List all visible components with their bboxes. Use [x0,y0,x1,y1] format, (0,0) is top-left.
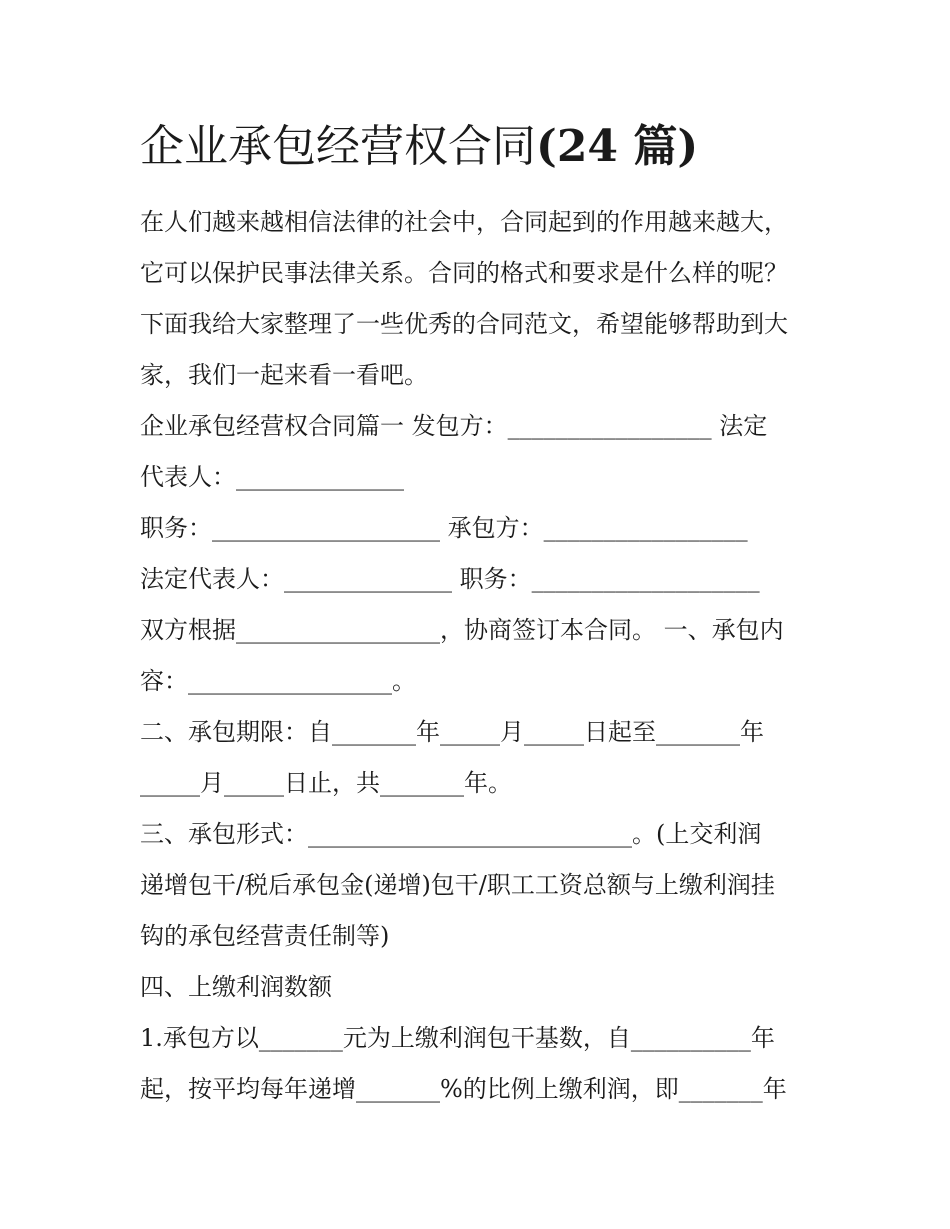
title-main: 企业承包经营权合同 [140,121,536,172]
document-body [140,197,820,1115]
body-line: 四、上缴利润数额 [140,973,332,1001]
document-title [140,112,698,182]
body-line: 代表人：______________ [140,463,404,491]
body-line: 三、承包形式：___________________________。(上交利润 [140,820,762,848]
body-line: _____月_____日止，共_______年。 [140,769,512,797]
body-line: 企业承包经营权合同篇一 发包方：_________________ 法定 [140,412,768,440]
body-line: 它可以保护民事法律关系。合同的格式和要求是什么样的呢？ [140,259,788,287]
body-line: 在人们越来越相信法律的社会中，合同起到的作用越来越大， [140,208,788,236]
body-line: 下面我给大家整理了一些优秀的合同范文，希望能够帮助到大 [140,310,788,338]
body-line: 职务：___________________ 承包方：_________________ [140,514,748,542]
body-line: 法定代表人：______________ 职务：___________________ [140,565,760,593]
body-line: 二、承包期限：自_______年_____月_____日起至_______年 [140,718,764,746]
body-line: 家，我们一起来看一看吧。 [140,361,428,389]
body-line: 钩的承包经营责任制等) [140,922,390,950]
title-suffix: (24 篇) [536,121,699,172]
body-line: 递增包干/税后承包金(递增)包干/职工工资总额与上缴利润挂 [140,871,775,899]
body-line: 起，按平均每年递增_______%的比例上缴利润，即_______年 [140,1075,787,1103]
body-line: 双方根据_________________，协商签订本合同。 一、承包内 [140,616,784,644]
body-line: 容：_________________。 [140,667,416,695]
body-line: 1.承包方以_______元为上缴利润包干基数，自__________年 [140,1024,775,1052]
